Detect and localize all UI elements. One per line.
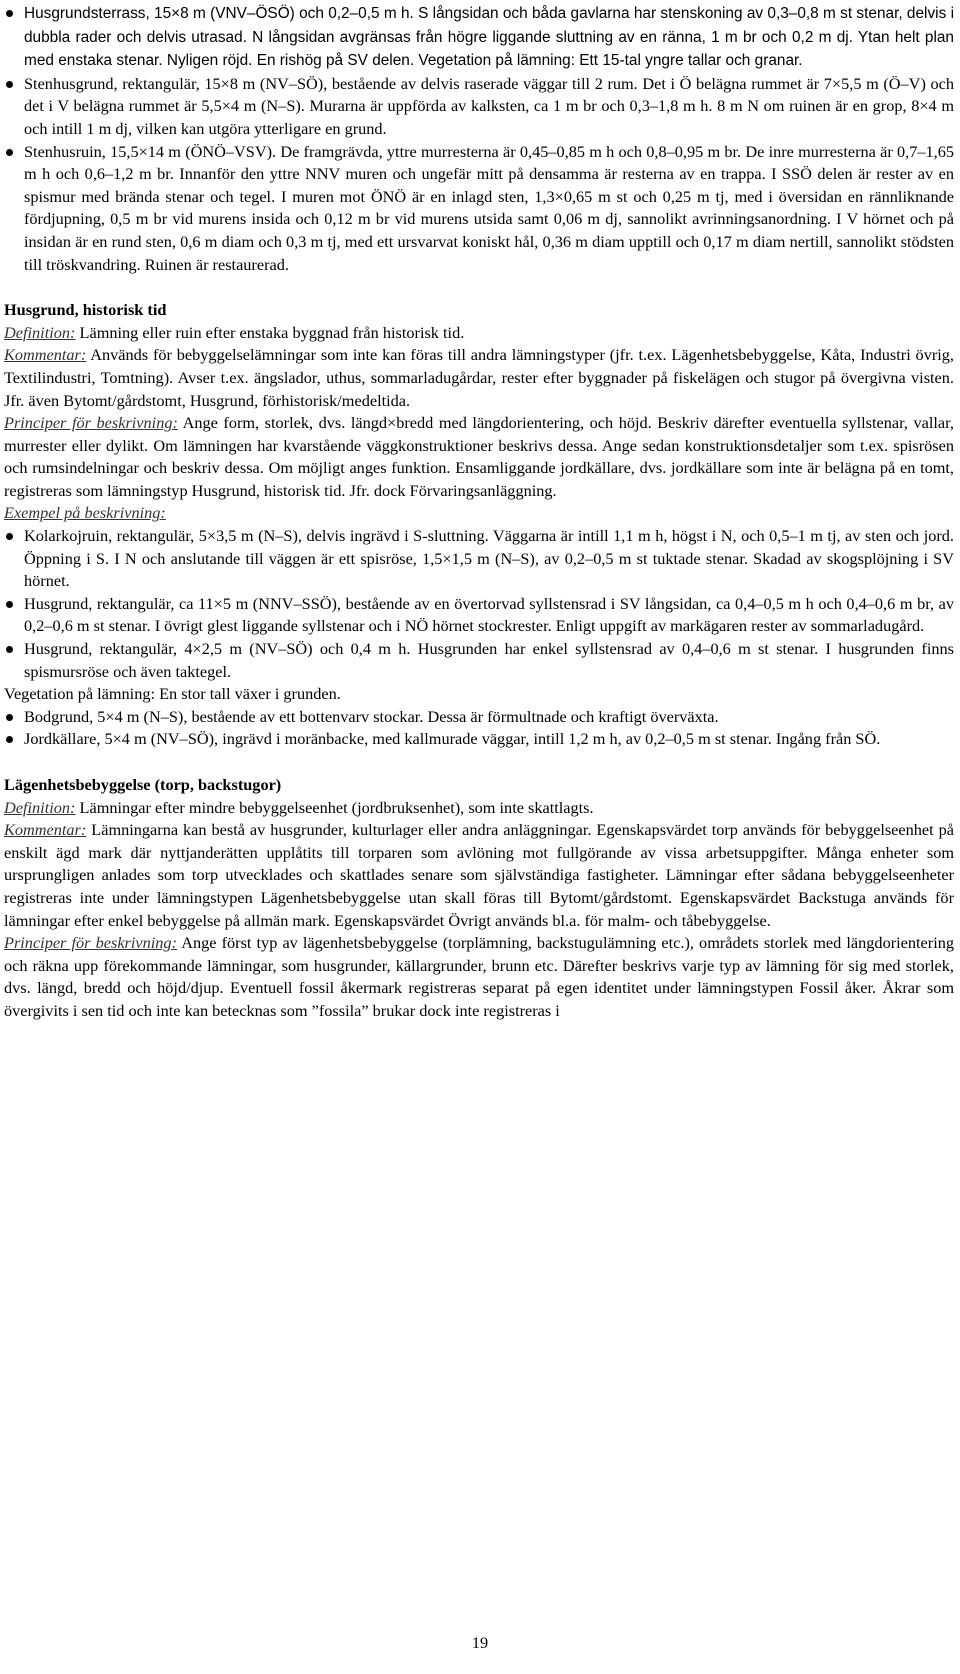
section-heading: Husgrund, historisk tid: [4, 300, 167, 320]
definition: [4, 797, 954, 820]
page-content: [4, 2, 954, 1023]
principles: [4, 932, 954, 1022]
example-item: [4, 728, 954, 751]
example-item: [4, 525, 954, 593]
principles-label: Principer för beskrivning:: [4, 413, 178, 433]
example-item: [4, 638, 954, 683]
comment: [4, 344, 954, 412]
item-text: Vegetation på lämning: Ett 15-tal yngre tallar och granar.: [414, 52, 803, 70]
example-item: [4, 593, 954, 638]
vegetation-line: Vegetation på lämning: En stor tall växer i grunden.: [4, 684, 341, 704]
list-item: [4, 2, 954, 73]
example-text: Husgrund, rektangulär, 4×2,5 m (NV–SÖ) och 0,4 m h. Husgrunden har enkel syllstensrad av 0,4–0,6 m st stenar. I husgrunden finns spismursröse och även taktegel.: [24, 639, 954, 681]
example-item: [4, 706, 954, 729]
definition-text: Lämningar efter mindre bebyggelseenhet (jordbruksenhet), som inte skattlagts.: [75, 797, 594, 817]
comment-label: Kommentar:: [4, 820, 87, 840]
list-item: [4, 141, 954, 277]
example-text: Bodgrund, 5×4 m (N–S), bestående av ett bottenvarv stockar. Dessa är förmultnade och kraftigt överväxta.: [24, 706, 719, 726]
comment-text: Används för bebyggelselämningar som inte kan föras till andra lämningstyper (jfr. t.ex. Lägenhetsbebyggelse, Kåta, Industri övrig, Textilindustri, Tomtning). Avser t.ex. ängslador, uthus, sommarladugårdar, rester efter byggnader på fiskelägen och stugor på övergivna visten. Jfr. även Bytomt/gårdstomt, Husgrund, förhistorisk/medeltida.: [4, 345, 954, 410]
examples-heading: [4, 502, 954, 525]
example-text: Kolarkojruin, rektangulär, 5×3,5 m (N–S), delvis ingrävd i S-sluttning. Väggarna är intill 1,1 m h, högst i N, och 0,5–1 m tj, av sten och jord. Öppning i S. I N och anslutande till väggen är ett spisröse, 1,5×1,5 m (N–S), av 0,2–0,5 m st tuktade stenar. Skadad av skogsplöjning i SV hörnet.: [24, 526, 954, 591]
example-text: Husgrund, rektangulär, ca 11×5 m (NNV–SSÖ), bestående av en övertorvad syllstensrad i SV långsidan, ca 0,4–0,5 m h och 0,4–0,6 m br, av 0,2–0,6 m st stenar. I övrigt glest liggande syllstenar och i NÖ hörnet stockrester. Enligt uppgift av markägaren rester av sommarladugård.: [24, 593, 954, 636]
section-heading: Lägenhetsbebyggelse (torp, backstugor): [4, 775, 282, 794]
comment-text: Lämningarna kan bestå av husgrunder, kulturlager eller andra anläggningar. Egenskapsvärdet torp används för bebyggelseenhet på enskilt ägd mark där nyttjanderätten upplåtits till torparen som avlöning mot fullgörande av vissa arbetsuppgifter. Många enheter som ursprungligen anlades som torp utvecklades och skattlades senare som självständiga fastigheter. Lämningar efter sådana bebyggelseenheter registreras inte under lämningstypen Lägenhetsbebyggelse utan skall föras till Bytomt/gårdstomt. Egenskapsvärdet Backstuga används för lämningar efter enkel bebyggelse på allmän mark. Egenskapsvärdet Övrigt används bl.a. för malm- och tåbebyggelse.: [4, 820, 954, 930]
principles-label: Principer för beskrivning:: [4, 933, 177, 953]
definition-label: Definition:: [4, 322, 76, 342]
principles-text: Ange form, storlek, dvs. längd×bredd med längdorientering, och höjd. Beskriv därefter eventuella syllstenar, vallar, murrester eller dylikt. Om lämningen har kvarstående väggkonstruktioner beskrivs dessa. Ange sedan konstruktionsdetaljer som t.ex. spisrösen och rumsindelningar och beskriv dessa. Om möjligt anges funktion. Ensamliggande jordkällare, dvs. jordkällare som inte är belägna på en tomt, registreras som lämningstyp Husgrund, historisk tid. Jfr. dock Förvaringsanläggning.: [4, 413, 954, 500]
page-number: 19: [471, 1633, 489, 1652]
comment: [4, 819, 954, 932]
list-item: [4, 73, 954, 141]
definition-label: Definition:: [4, 797, 76, 817]
comment-label: Kommentar:: [4, 345, 87, 365]
item-text: Stenhusgrund, rektangulär, 15×8 m (NV–SÖ), bestående av delvis raserade väggar till 2 rum. Det i Ö belägna rummet är 7×5,5 m (Ö–V) och det i V belägna rummet är 5,5×4 m (N–S). Murarna är uppförda av kalksten, ca 1 m br och 0,3–1,8 m h. 8 m N om ruinen är en grop, 8×4 m och intill 1 m dj, vilken kan utgöra ytterligare en grund.: [24, 73, 954, 138]
example-text: Jordkällare, 5×4 m (NV–SÖ), ingrävd i moränbacke, med kallmurade väggar, intill 1,2 m h, av 0,2–0,5 m st stenar. Ingång från SÖ.: [24, 729, 881, 749]
item-text: Stenhusruin, 15,5×14 m (ÖNÖ–VSV). De framgrävda, yttre murresterna är 0,45–0,85 m h och 0,8–0,95 m br. De inre murresterna är 0,7–1,65 m h och 0,6–1,2 m br. Innanför den yttre NNV muren och ungefär mitt på densamma är resterna av en trappa. I SSÖ delen är rester av en spismur med brända stenar och tegel. I muren mot ÖNÖ är en inlagd sten, 1,3×0,65 m st och 0,25 m tj, med i översidan en rännliknande fördjupning, 0,5 m br vid murens insida och 0,12 m br vid murens utsida samt 0,06 m dj, sannolikt avrinningsanordning. I V hörnet och på insidan är en rund sten, 0,6 m diam och 0,3 m tj, med ett ursvarvat koniskt hål, 0,36 m diam upptill och 0,17 m diam nertill, sannolikt stödsten till tröskvandring. Ruinen är restaurerad.: [24, 141, 954, 274]
principles-text: Ange först typ av lägenhetsbebyggelse (torplämning, backstugulämning etc.), områdets storlek med längdorientering och räkna upp förekommande lämningar, som husgrunder, källargrunder, brunn etc. Därefter beskrivs varje typ av lämning för sig med storlek, dvs. längd, bredd och höjd/djup. Eventuell fossil åkermark registreras separat på egen identitet under lämningstypen Fossil åker. Åkrar som övergivits i sen tid och inte kan betecknas som ”fossila” brukar dock inte registreras i: [4, 933, 954, 1020]
item-sans-text: Husgrundsterrass, 15×8 m (VNV–ÖSÖ) och 0,2–0,5 m h. S långsidan och båda gavlarna har stenskoning av 0,3–0,8 m st stenar, delvis i dubbla rader och delvis utrasad. N långsidan avgränsas från högre liggande sluttning av en ränna, 1 m br och 0,2 m dj. Ytan helt plan med enstaka stenar. Nyligen röjd. En rishög på SV delen.: [24, 5, 954, 70]
examples-label: Exempel på beskrivning:: [4, 503, 166, 523]
definition-text: Lämning eller ruin efter enstaka byggnad från historisk tid.: [75, 322, 465, 342]
principles: [4, 412, 954, 502]
definition: [4, 322, 954, 345]
